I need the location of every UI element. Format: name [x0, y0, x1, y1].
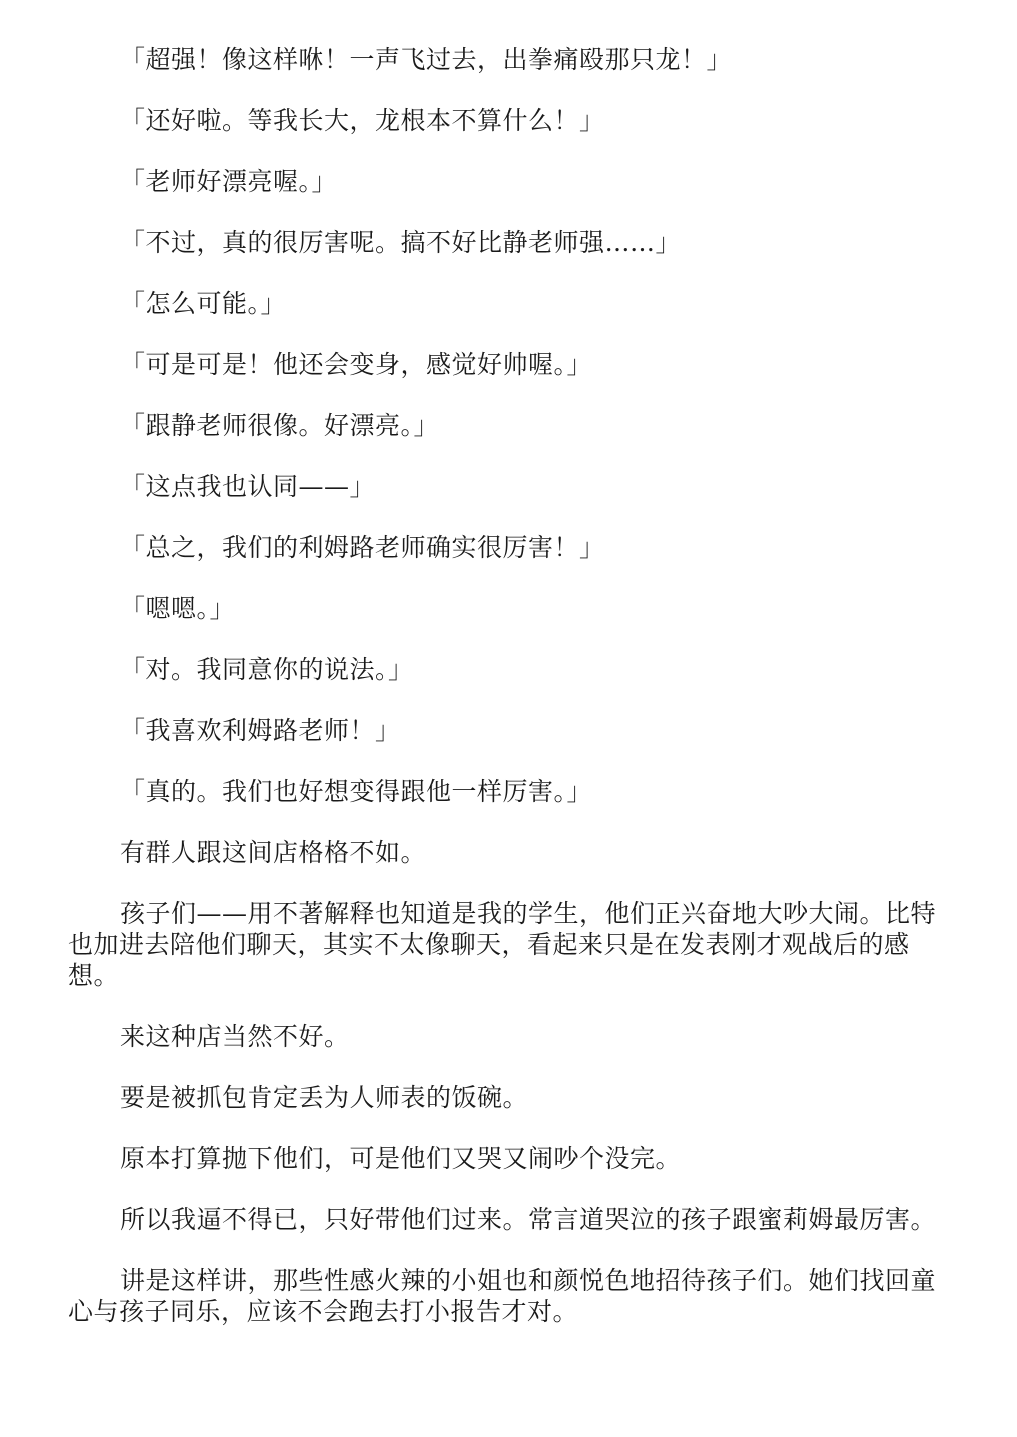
narration-paragraph: 所以我逼不得已，只好带他们过来。常言道哭泣的孩子跟蜜莉姆最厉害。: [120, 1205, 937, 1234]
document-page: [68, 44, 948, 1357]
dialogue-line: 「真的。我们也好想变得跟他一样厉害。」: [120, 777, 593, 806]
narration-paragraph: 孩子们——用不著解释也知道是我的学生，他们正兴奋地大吵大闹。比特也加进去陪他们聊天，其实不太像聊天，看起来只是在发表刚才观战后的感想。: [68, 899, 937, 990]
narration-paragraph: 要是被抓包肯定丢为人师表的饭碗。: [120, 1083, 529, 1112]
narration-paragraph: 讲是这样讲，那些性感火辣的小姐也和颜悦色地招待孩子们。她们找回童心与孩子同乐，应该不会跑去打小报告才对。: [68, 1266, 937, 1326]
dialogue-line: 「我喜欢利姆路老师！」: [120, 716, 401, 745]
dialogue-line: 「对。我同意你的说法。」: [120, 655, 414, 684]
dialogue-line: 「这点我也认同——」: [120, 472, 376, 501]
dialogue-line: 「跟静老师很像。好漂亮。」: [120, 411, 440, 440]
narration-paragraph: 来这种店当然不好。: [120, 1022, 350, 1051]
narration-paragraph: 原本打算抛下他们，可是他们又哭又闹吵个没完。: [120, 1144, 682, 1173]
dialogue-line: 「嗯嗯。」: [120, 594, 236, 623]
dialogue-line: 「老师好漂亮喔。」: [120, 167, 338, 196]
dialogue-line: 「总之，我们的利姆路老师确实很厉害！」: [120, 533, 605, 562]
dialogue-line: 「怎么可能。」: [120, 289, 287, 318]
dialogue-line: 「还好啦。等我长大，龙根本不算什么！」: [120, 106, 605, 135]
dialogue-line: 「不过，真的很厉害呢。搞不好比静老师强……」: [120, 228, 682, 257]
narration-paragraph: 有群人跟这间店格格不如。: [120, 838, 427, 867]
dialogue-line: 「可是可是！他还会变身，感觉好帅喔。」: [120, 350, 593, 379]
dialogue-line: 「超强！像这样咻！一声飞过去，出拳痛殴那只龙！」: [120, 45, 733, 74]
